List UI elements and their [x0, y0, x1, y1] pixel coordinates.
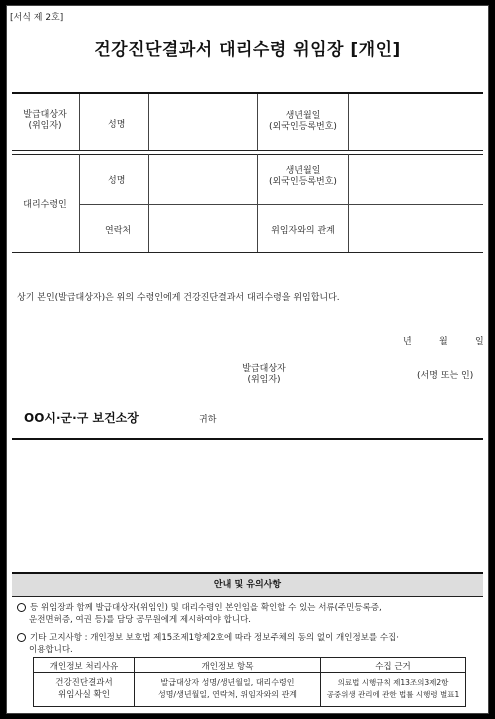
notice-item-2: 기타 고지사항 : 개인정보 보호법 제15조제1항제2호에 따라 정보주체의 동의 없이 개인정보를 수집· 이용합니다.: [17, 632, 399, 656]
subject-birth-label: 생년월일 (외국인등록번호): [269, 111, 337, 132]
divider: [12, 92, 483, 94]
proxy-relation-label: 위임자와의 관계: [271, 226, 335, 236]
proxy-relation-field[interactable]: [349, 206, 483, 251]
table-cell: 발급대상자 성명/생년월일, 대리수령인 성명/생년월일, 연락처, 위임자와의 관계: [157, 678, 298, 699]
subject-label: 발급대상자 (위임자): [23, 110, 67, 131]
form-page: [6, 5, 489, 714]
proxy-name-field[interactable]: [149, 156, 256, 203]
table-cell: 의료법 시행규칙 제13조의3제2항 공중위생 관리에 관한 법률 시행령 별표1: [326, 678, 460, 699]
subject-birth-field[interactable]: [349, 96, 483, 148]
notice-item-1: 등 위임장과 함께 발급대상자(위임인) 및 대리수령인 본인임을 확인할 수 있는 서류(주민등록증, 운전면허증, 여권 등)를 담당 공무원에게 제시하여야 합니다.: [17, 602, 382, 626]
page-title: 건강진단결과서 대리수령 위임장 [개인]: [94, 40, 401, 60]
subject-name-field[interactable]: [149, 96, 256, 148]
bullet-circle-icon: [17, 633, 26, 642]
table-header: 개인정보 처리사유: [49, 662, 119, 672]
recipient-name: OO시·군·구 보건소장: [24, 411, 139, 425]
proxy-label: 대리수령인: [23, 200, 67, 210]
privacy-table: [33, 657, 466, 707]
form-number: [서식 제 2호]: [10, 13, 64, 23]
date-year-label: 년: [403, 337, 412, 347]
subject-name-label: 성명: [108, 120, 126, 130]
proxy-birth-label: 생년월일 (외국인등록번호): [269, 166, 337, 187]
proxy-birth-field[interactable]: [349, 156, 483, 203]
table-cell: 건강진단결과서 위임사실 확인: [55, 678, 113, 700]
signer-label: 발급대상자 (위임자): [242, 364, 286, 385]
table-header: 개인정보 항목: [201, 662, 254, 672]
table-header: 수집 근거: [375, 662, 411, 672]
signature-note: (서명 또는 인): [417, 371, 474, 381]
date-day-label: 일: [475, 337, 484, 347]
delegation-statement: 상기 본인(발급대상자)은 위의 수령인에게 건강진단결과서 대리수령을 위임합니다.: [17, 293, 340, 303]
proxy-contact-field[interactable]: [149, 206, 256, 251]
recipient-suffix: 귀하: [199, 415, 217, 425]
date-month-label: 월: [439, 337, 448, 347]
bullet-circle-icon: [17, 603, 26, 612]
proxy-name-label: 성명: [108, 176, 126, 186]
notice-heading: 안내 및 유의사항: [12, 574, 483, 596]
proxy-contact-label: 연락처: [105, 226, 132, 236]
